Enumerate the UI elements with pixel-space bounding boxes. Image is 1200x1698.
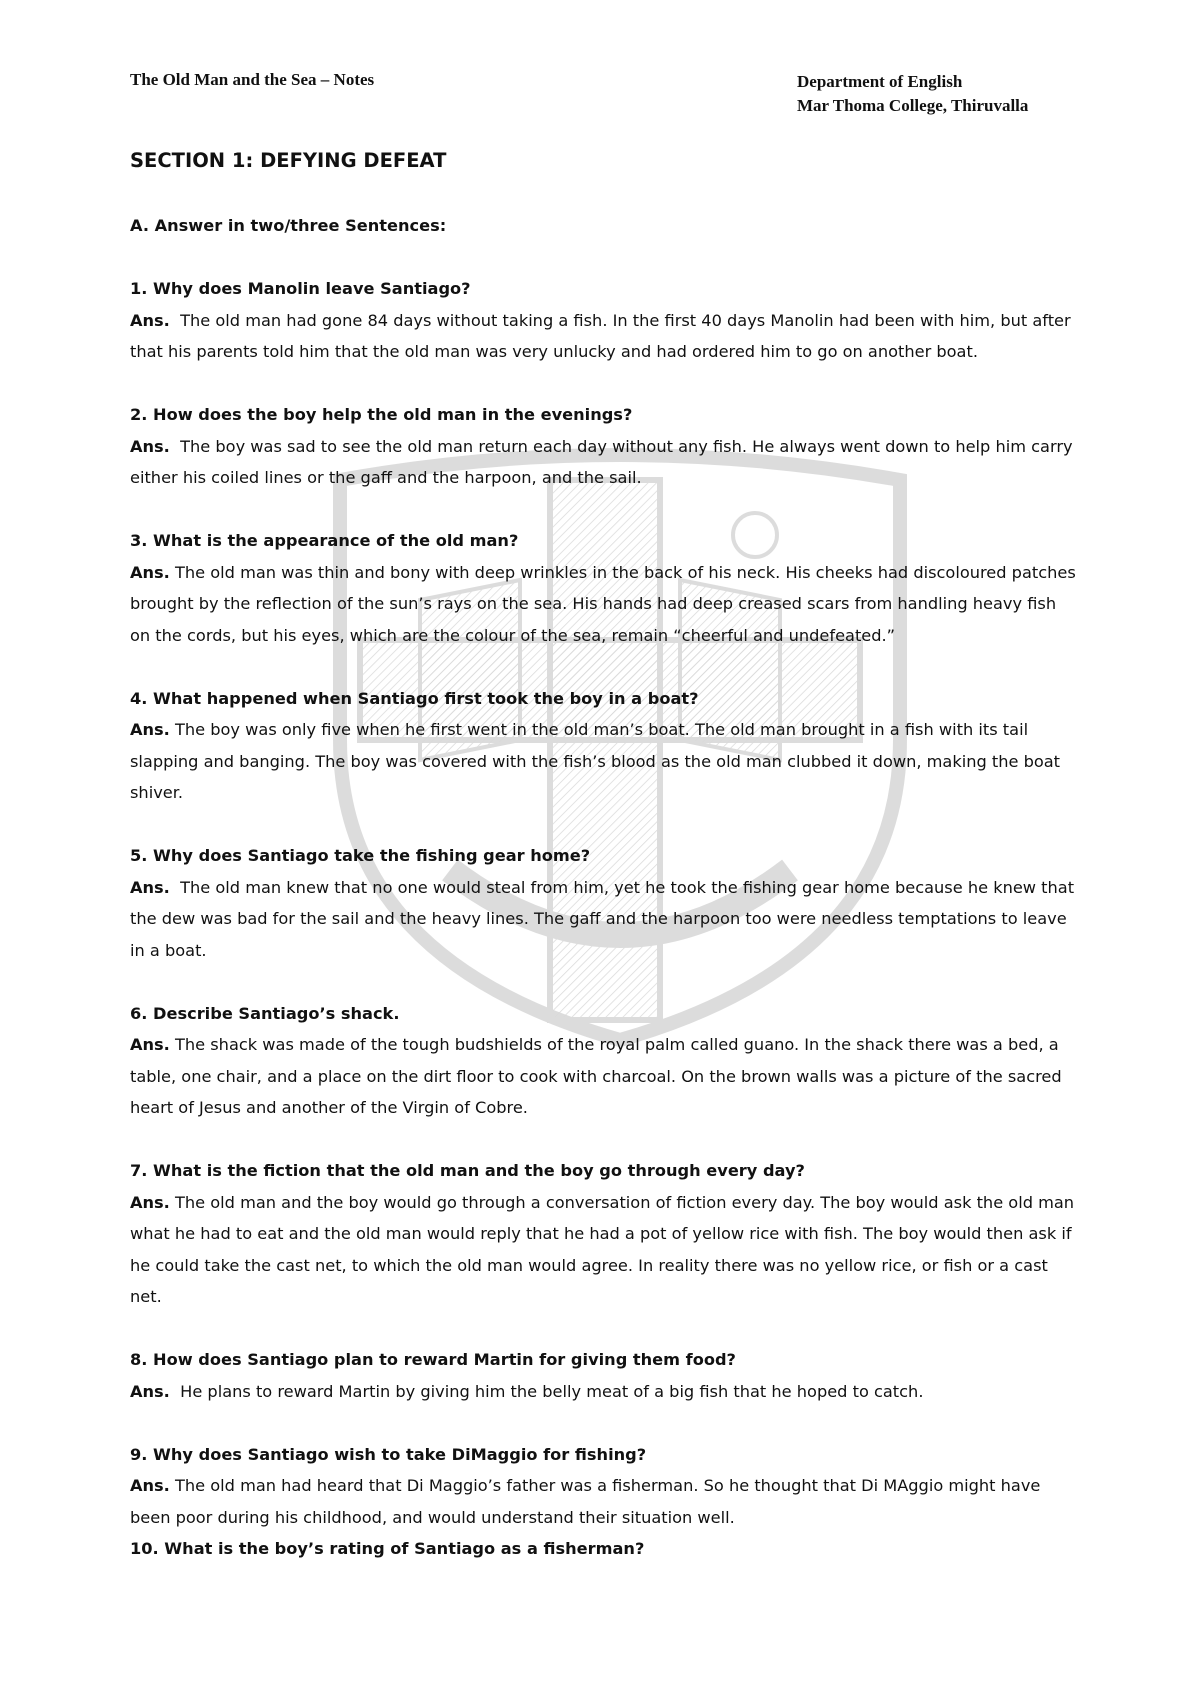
answer [130,305,1080,368]
qa-item [130,1155,1080,1313]
header-title: The Old Man and the Sea – Notes [130,70,375,89]
qa-item [130,998,1080,1124]
ans-label: Ans. [130,562,170,582]
ans-label: Ans. [130,1476,170,1495]
question: 3. What is the appearance of the old man? [130,531,519,550]
question: 1. Why does Manolin leave Santiago? [130,279,471,298]
qa-item [130,525,1080,651]
answer-text: The old man was thin and bony with deep wrinkles in the back of his neck. His cheeks had discoloured patches brought by the reflection of the sun’s rays on the sea. His hands had deep creased scars from handling heavy fish on the cords, but his eyes, which are the colour of the sea, remain “cheerful and undefeated.” [130,562,1076,645]
answer [130,1470,1080,1533]
ans-label: Ans. [130,1035,170,1054]
header-institution [797,70,1028,118]
answer-text: The old man had gone 84 days without taking a fish. In the first 40 days Manolin had been with him, but after that his parents told him that the old man was very unlucky and had ordered him to go on another boat. [130,310,1071,361]
ans-label: Ans. [130,436,170,456]
qa-item [130,273,1080,368]
answer-text: The old man had heard that Di Maggio’s father was a fisherman. So he thought that Di MAggio might have been poor during his childhood, and would understand their situation well. [130,1476,1041,1527]
answer-text: The old man knew that no one would steal from him, yet he took the fishing gear home because he knew that the dew was bad for the sail and the heavy lines. The gaff and the harpoon too were needless temptations to leave in a boat. [130,877,1075,960]
header-department: Department of English [797,72,963,91]
ans-label: Ans. [130,1381,170,1401]
ans-label: Ans. [130,1192,170,1212]
question: 10. What is the boy’s rating of Santiago as a fisherman? [130,1539,645,1558]
answer-text: He plans to reward Martin by giving him the belly meat of a big fish that he hoped to catch. [180,1381,924,1401]
answer [130,872,1080,967]
section-title: SECTION 1: DEFYING DEFEAT [130,149,447,172]
section-subheading: A. Answer in two/three Sentences: [130,216,447,235]
answer [130,1376,1080,1408]
question: 9. Why does Santiago wish to take DiMaggio for fishing? [130,1444,647,1464]
qa-item [130,1533,1080,1565]
qa-item [130,840,1080,966]
notes-body [130,148,1080,1565]
ans-label: Ans. [130,877,170,897]
qa-item [130,399,1080,494]
answer-text: The boy was only five when he first went in the old man’s boat. The old man brought in a fish with its tail slapping and banging. The boy was covered with the fish’s blood as the old man clubbed it down, making the boat shiver. [130,720,1061,802]
ans-label: Ans. [130,720,170,739]
answer [130,714,1080,809]
question: 8. How does Santiago plan to reward Martin for giving them food? [130,1350,736,1369]
qa-item [130,1439,1080,1534]
answer-text: The shack was made of the tough budshields of the royal palm called guano. In the shack there was a bed, a table, one chair, and a place on the dirt floor to cook with charcoal. On the brown walls was a picture of the sacred heart of Jesus and another of the Virgin of Cobre. [130,1035,1062,1117]
question: 2. How does the boy help the old man in the evenings? [130,405,633,424]
header-college: Mar Thoma College, Thiruvalla [797,96,1029,115]
answer [130,1029,1080,1124]
answer [130,431,1080,494]
answer-text: The old man and the boy would go through a conversation of fiction every day. The boy would ask the old man what he had to eat and the old man would reply that he had a pot of yellow rice with fish. The boy would then ask if he could take the cast net, to which the old man would agree. In reality there was no yellow rice, or fish or a cast net. [130,1192,1075,1306]
question: 4. What happened when Santiago first took the boy in a boat? [130,688,699,708]
ans-label: Ans. [130,310,170,330]
qa-item [130,683,1080,809]
answer [130,557,1080,652]
question: 6. Describe Santiago’s shack. [130,1003,400,1023]
question: 7. What is the fiction that the old man and the boy go through every day? [130,1161,805,1180]
answer [130,1187,1080,1313]
qa-item [130,1344,1080,1407]
answer-text: The boy was sad to see the old man return each day without any fish. He always went down to help him carry either his coiled lines or the gaff and the harpoon, and the sail. [130,436,1073,487]
question: 5. Why does Santiago take the fishing gear home? [130,846,591,865]
